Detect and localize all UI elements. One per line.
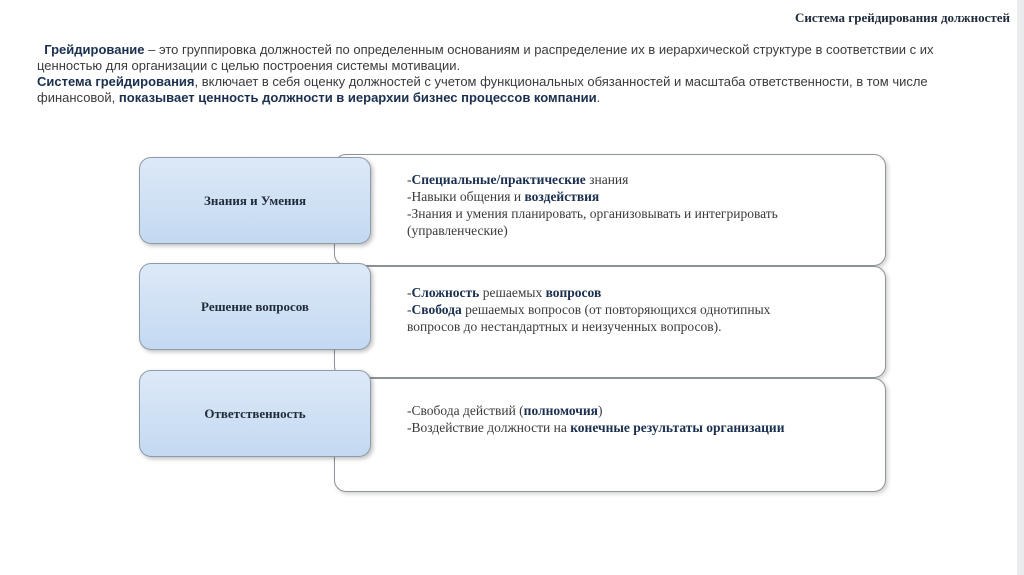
- detail-line: -Знания и умения планировать, организовывать и интегрировать (управленческие): [407, 206, 778, 238]
- intro-paragraph-1: [37, 42, 997, 74]
- factor-label-box: [139, 370, 371, 457]
- factor-label-box: [139, 263, 371, 350]
- definition-grading-system: , включает в себя оценку должностей с учетом функциональных обязанностей и масштаба ответственности, в том числе финансовой,: [37, 74, 928, 105]
- detail-line: -Навыки общения и воздействия: [407, 189, 600, 204]
- term-grading-system: Система грейдирования: [37, 74, 195, 89]
- right-edge-strip: [1017, 0, 1024, 575]
- definition-grading: – это группировка должностей по определенным основаниям и распределение их в иерархической структуре в соответствии с их ценностью для организации с целью построения системы мотивации.: [37, 42, 934, 73]
- factor-row-problem-solving: [139, 266, 886, 378]
- intro-paragraph-2: Система грейдирования, включает в себя оценку должностей с учетом функциональных обязанностей и масштаба ответственности, в том числе финансовой, показывает ценность должности в иерархии бизнес процессов компании.: [37, 74, 928, 105]
- detail-line: -Сложность решаемых вопросов: [407, 285, 602, 300]
- factor-detail-text: [407, 402, 817, 436]
- factor-detail-text: [407, 284, 817, 335]
- detail-line: -Свобода решаемых вопросов (от повторяющихся однотипных вопросов до нестандартных и неизученных вопросов).: [407, 302, 771, 334]
- factor-label: Ответственность: [204, 405, 306, 421]
- detail-line: -Свобода действий (полномочия): [407, 403, 603, 418]
- factor-row-knowledge: [139, 154, 886, 266]
- factor-label-box: [139, 157, 371, 244]
- term-grading: Грейдирование: [44, 42, 145, 57]
- factor-label: Знания и Умения: [204, 192, 306, 208]
- slide-title: Система грейдирования должностей: [794, 10, 1010, 25]
- detail-line: -Специальные/практические знания: [407, 172, 629, 187]
- factor-detail-text: [407, 171, 817, 239]
- factor-label: Решение вопросов: [201, 298, 309, 314]
- grading-system-value: показывает ценность должности в иерархии бизнес процессов компании: [118, 90, 597, 105]
- factor-row-accountability: [139, 378, 886, 492]
- detail-line: -Воздействие должности на конечные результаты организации: [407, 420, 785, 435]
- intro-text: [37, 42, 997, 106]
